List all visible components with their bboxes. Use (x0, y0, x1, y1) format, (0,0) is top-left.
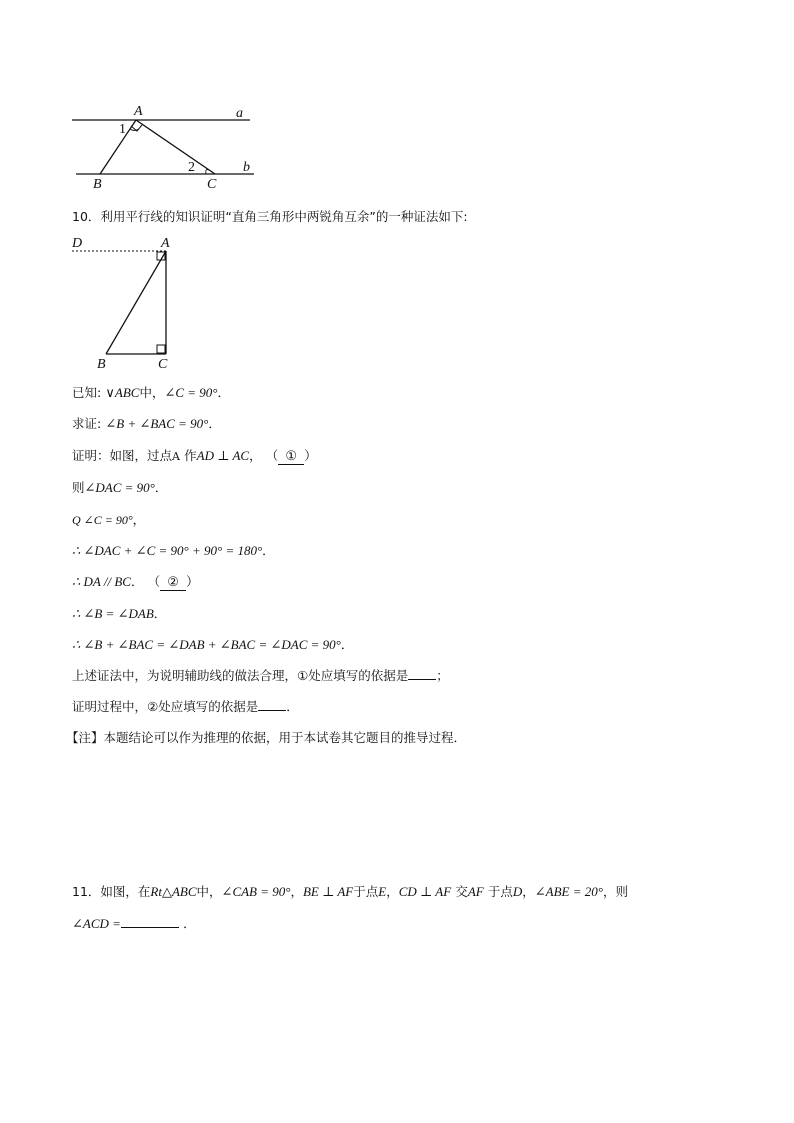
proof-ze: 则 (72, 480, 85, 495)
proof-line-3-end: ， (132, 512, 146, 527)
proof-line-7-end: ． (340, 637, 354, 652)
label-line-a: a (236, 106, 243, 121)
label-a: A (161, 236, 170, 251)
q11-zhong: 中， (196, 884, 222, 899)
answer-blank-2[interactable] (258, 698, 286, 711)
ask-1-end: ； (436, 668, 449, 683)
right-angle-mark-c (157, 345, 165, 353)
proof-line-1-label: 证明：如图，过点 (72, 448, 173, 463)
q11-ze: ，则 (602, 884, 628, 899)
blank-2-close: ） (186, 574, 199, 589)
ask-2-text: 证明过程中，②处应填写的依据是 (72, 699, 259, 714)
blank-2-mark: ② (160, 575, 186, 591)
q11-e2: BE ⊥ AF (302, 884, 354, 899)
proof-line-3-text: Q ∠C = 90° (72, 513, 133, 527)
prove-end: ． (208, 416, 221, 431)
label-angle-1: 1 (119, 122, 126, 137)
label-d: D (72, 236, 83, 251)
q10-note: 【注】本题结论可以作为推理的依据，用于本试卷其它题目的推导过程． (66, 730, 467, 745)
proof-line-5 (72, 572, 199, 591)
q11-af: AF (467, 884, 484, 899)
q10-ask-2 (72, 697, 299, 715)
q10-stem-text: 利用平行线的知识证明“直角三角形中两锐角互余”的一种证法如下: (100, 209, 468, 224)
segment-ac (136, 120, 215, 174)
segment-ab (106, 251, 166, 354)
q10-prove (72, 414, 221, 432)
q11-jiao: 交 (455, 884, 468, 899)
ask-2-end: ． (286, 699, 299, 714)
proof-line-5-text: ∴ DA // BC (72, 574, 131, 589)
label-c-point: C (207, 177, 217, 192)
proof-line-1-comma: ， (249, 448, 262, 463)
blank-1-mark: ① (278, 449, 304, 465)
q11-point-e: E (378, 884, 387, 899)
proof-line-7-text: ∴ ∠B + ∠BAC = ∠DAB + ∠BAC = ∠DAC = 90° (72, 637, 341, 652)
q11-end: ． (183, 916, 196, 931)
q11-comma-2: ， (386, 884, 399, 899)
proof-zuo: 作 (184, 448, 197, 463)
q10-stem (72, 207, 468, 225)
angle-arc-2 (206, 170, 209, 175)
proof-line-1-expr: AD ⊥ AC (196, 448, 250, 463)
given-end: ． (217, 385, 231, 400)
given-label: 已知: (72, 385, 102, 400)
proof-line-4-text: ∴ ∠DAC + ∠C = 90° + 90° = 180° (72, 543, 263, 558)
proof-line-3 (72, 510, 145, 528)
proof-line-7 (72, 635, 353, 653)
prove-expr: ∠B + ∠BAC = 90° (105, 416, 209, 431)
blank-2-open: （ (147, 574, 161, 589)
figure-parallel-lines-triangle (60, 98, 270, 193)
proof-line-2-end: ． (154, 480, 168, 495)
q11-yudian-2: 于点 (487, 884, 513, 899)
q10-given (72, 383, 230, 401)
q11-comma-1: ， (290, 884, 303, 899)
q11-comma-3: ， (522, 884, 535, 899)
proof-line-4 (72, 541, 275, 559)
q11-e3: CD ⊥ AF (398, 884, 452, 899)
q11-e1: ∠CAB = 90° (221, 884, 291, 899)
label-b-point: B (93, 177, 102, 192)
proof-line-2 (72, 478, 167, 496)
label-a-point: A (134, 104, 143, 119)
q11-yudian-1: 于点 (353, 884, 379, 899)
q11-line-2 (72, 914, 196, 932)
given-triangle: ∨ABC (105, 385, 140, 400)
given-expr: ∠C = 90° (164, 385, 218, 400)
proof-point-a: A (172, 450, 180, 463)
q11-p1: 如图，在 (100, 884, 151, 899)
q11-number: 11． (72, 884, 101, 899)
proof-line-4-end: ． (262, 543, 275, 558)
q10-number: 10． (72, 209, 101, 224)
answer-blank-1[interactable] (408, 667, 436, 680)
q11-e5: ∠ACD = (72, 916, 121, 931)
label-angle-2: 2 (188, 160, 195, 175)
figure-right-triangle (68, 235, 183, 370)
label-b: B (97, 357, 106, 370)
proof-line-6-text: ∴ ∠B = ∠DAB (72, 606, 154, 621)
prove-label: 求证: (72, 416, 102, 431)
proof-line-5-end: ． (130, 574, 144, 589)
q11-triangle: Rt△ABC (150, 884, 197, 899)
q11-answer-blank[interactable] (121, 915, 179, 928)
q11-point-d: D (512, 884, 523, 899)
given-zhong: 中， (139, 385, 165, 400)
proof-line-6 (72, 604, 166, 622)
q11-e4: ∠ABE = 20° (534, 884, 603, 899)
segment-ab (100, 120, 136, 174)
proof-line-6-end: ． (153, 606, 167, 621)
q10-ask-1 (72, 666, 449, 684)
ask-1-text: 上述证法中，为说明辅助线的做法合理，①处应填写的依据是 (72, 668, 409, 683)
label-line-b: b (243, 160, 250, 175)
proof-line-1 (72, 446, 317, 465)
proof-line-2-expr: ∠DAC = 90° (84, 480, 155, 495)
blank-1-open: （ (265, 448, 279, 463)
blank-1-close: ） (304, 448, 317, 463)
label-c: C (158, 357, 168, 370)
q11-line-1 (72, 882, 628, 900)
